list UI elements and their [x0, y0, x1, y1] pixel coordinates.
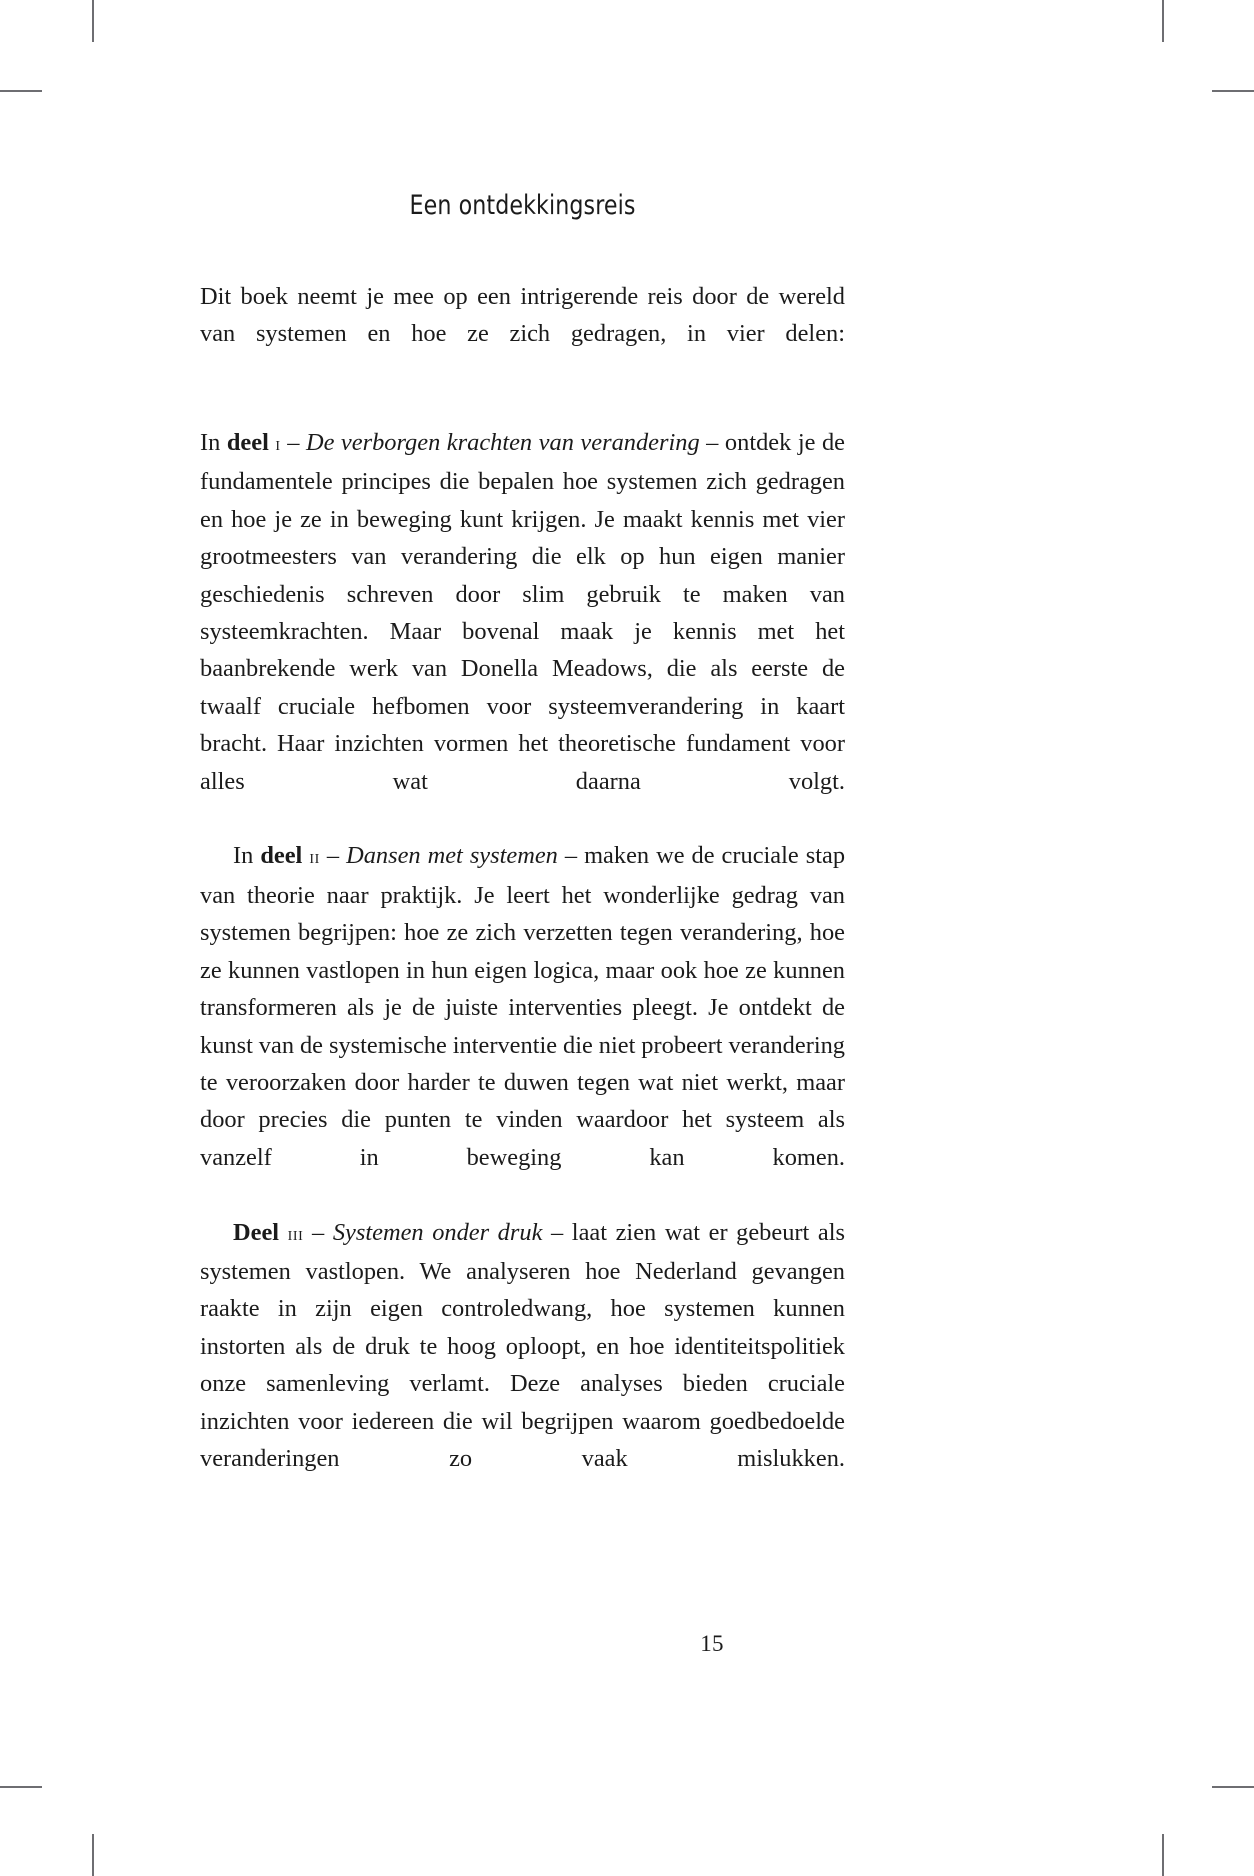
- crop-mark-top-right-vertical: [1162, 0, 1164, 42]
- deel-3-label: Deel: [233, 1218, 280, 1246]
- crop-mark-top-right-horizontal: [1212, 90, 1254, 92]
- paragraph-intro: Dit boek neemt je mee op een intrigerende reis door de wereld van systemen en hoe ze zich gedragen, in vier delen:: [200, 282, 845, 348]
- deel-2-title: Dansen met systemen: [346, 842, 558, 870]
- paragraph-deel-2: [200, 837, 845, 1213]
- deel-2-lead-in: In: [233, 842, 261, 870]
- paragraph-deel-1: [200, 424, 845, 837]
- crop-mark-top-left-horizontal: [0, 90, 42, 92]
- deel-1-label: deel: [226, 429, 269, 457]
- deel-1-dash-before: –: [280, 429, 306, 457]
- deel-2-label: deel: [260, 842, 303, 870]
- crop-mark-top-left-vertical: [92, 0, 94, 42]
- deel-3-space: [279, 1219, 288, 1246]
- page-text-block: [200, 190, 845, 1515]
- page-number-value: 15: [700, 1631, 724, 1656]
- deel-1-dash-after: –: [699, 429, 725, 457]
- crop-mark-bottom-right-vertical: [1162, 1834, 1164, 1876]
- deel-2-dash-after: –: [557, 842, 585, 870]
- deel-1-body: ontdek je de fundamentele principes die bepalen hoe systemen zich gedragen en hoe je ze in beweging kunt krijgen. Je maakt kennis met vier grootmeesters van verandering die elk op hun eigen manier geschiedenis schreven door slim gebruik te maken van systeemkrachten. Maar bovenal maak je kennis met het baanbrekende werk van Donella Meadows, die als eerste de twaalf cruciale hefbomen voor systeemverandering in kaart bracht. Haar inzichten vormen het theoretische fundament voor alles wat daarna volgt.: [200, 429, 846, 795]
- crop-mark-bottom-left-horizontal: [0, 1786, 42, 1788]
- deel-1-numeral: i: [275, 434, 281, 456]
- deel-2-dash-before: –: [319, 842, 347, 870]
- deel-1-lead-in: In: [200, 429, 227, 457]
- deel-1-title: De verborgen krachten van verandering: [305, 429, 700, 457]
- deel-2-numeral: ii: [309, 847, 320, 869]
- deel-3-body: laat zien wat er gebeurt als systemen vastlopen. We analyseren hoe Nederland gevangen raakte in zijn eigen controledwang, hoe systemen kunnen instorten als de druk te hoog oploopt, en hoe identiteitspolitiek onze samenleving verlamt. Deze analyses bieden cruciale inzichten voor iedereen die wil begrijpen waarom goedbedoelde veranderingen zo vaak mislukken.: [200, 1218, 845, 1472]
- crop-mark-bottom-right-horizontal: [1212, 1786, 1254, 1788]
- deel-3-title: Systemen onder druk: [332, 1218, 543, 1246]
- deel-3-dash-before: –: [303, 1218, 333, 1246]
- deel-2-body: maken we de cruciale stap van theorie naar praktijk. Je leert het wonderlijke gedrag van systemen begrijpen: hoe ze zich verzetten tegen verandering, hoe ze kunnen vastlopen in hun eigen logica, maar ook hoe ze kunnen transformeren als je de juiste interventies pleegt. Je ontdekt de kunst van de systemische interventie die niet probeert verandering te veroorzaken door harder te duwen tegen wat niet werkt, maar door precies die punten te vinden waardoor het systeem als vanzelf in beweging kan komen.: [200, 842, 846, 1171]
- paragraph-deel-3: [200, 1214, 845, 1515]
- crop-mark-bottom-left-vertical: [92, 1834, 94, 1876]
- page-title: Een ontdekkingsreis: [409, 190, 636, 221]
- deel-3-dash-after: –: [542, 1218, 572, 1246]
- page-number: [0, 1628, 1254, 1660]
- deel-3-numeral: iii: [287, 1223, 304, 1245]
